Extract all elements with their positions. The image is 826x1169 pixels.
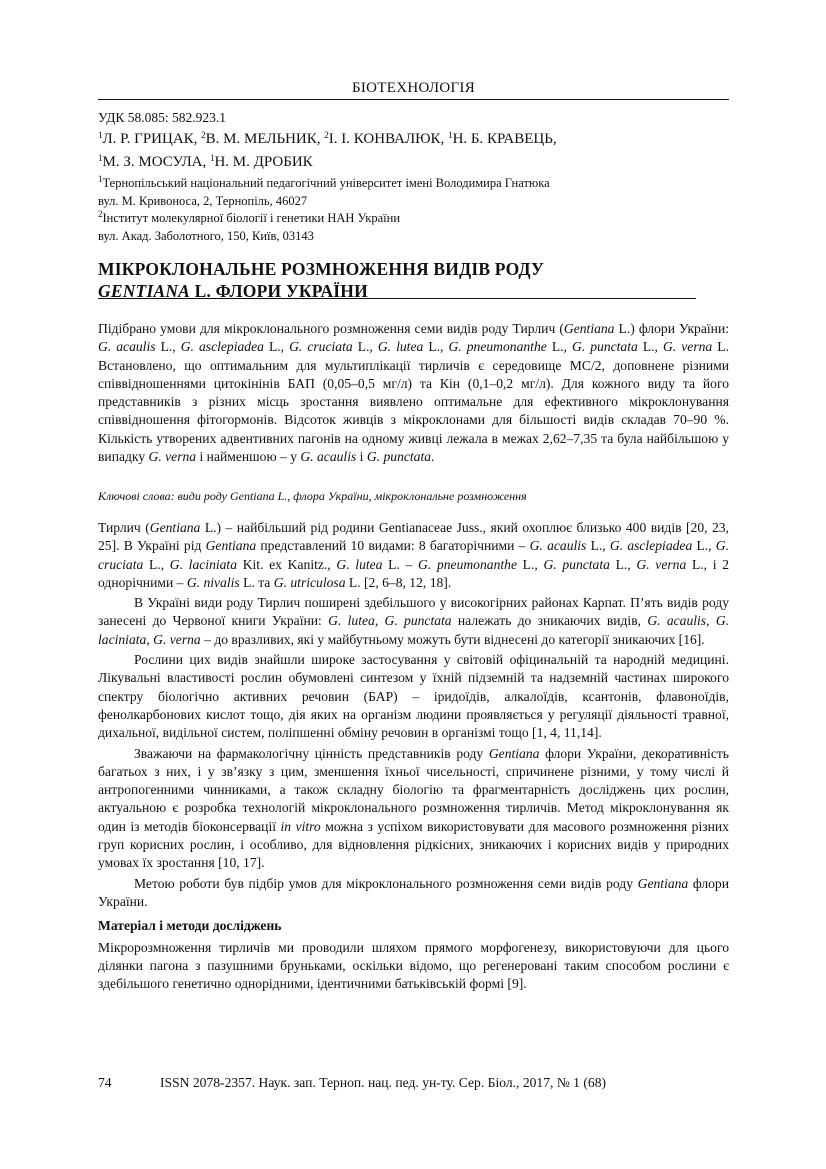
udk-code: УДК 58.085: 582.923.1: [98, 110, 227, 125]
body-paragraph: Рослини цих видів знайшли широке застосування у світовій офіцинальній та народній медицині. Лікувальні властивості рослин обумовлені синтезом у їхній підземній та надземній частинах широкого спектру біологічно активних речовин (БАР) – іридоїдів, алкалоїдів, ксантонів, флавоноїдів, фенолкарбонових кислот тощо, дія яких на організм людини проявляється у регуляції діяльності травної, дихальної, видільної систем, поліпшенні обміну речовин в організмі тощо [1, 4, 11,14].: [98, 652, 729, 741]
running-header: БІОТЕХНОЛОГІЯ: [351, 80, 476, 96]
author: $^2$В. М. МЕЛЬНИК,: [201, 130, 325, 147]
author: $^1$М. З. МОСУЛА,: [98, 153, 210, 170]
body-paragraph: Тирлич (Gentiana L.) – найбільший рід родини Gentianaceae Juss., який охоплює близько 400 видів [20, 23, 25]. В Україні рід Gentiana представлений 10 видами: 8 багаторічними – G. acaulis L., G. asclepiadea L., G. cruciata L., G. laciniata Kit. ex Kanitz., G. lutea L. – G. pneumonanthe L., G. punctata L., G. verna L., і 2 однорічними – G. nivalis L. та G. utriculosa L. [2, 6–8, 12, 18].: [98, 520, 729, 590]
section-heading: Матеріал і методи досліджень: [98, 918, 282, 934]
page-number: 74: [98, 1075, 112, 1090]
article-body: [98, 519, 729, 995]
header-divider: [98, 99, 729, 100]
author: $^1$Н. М. ДРОБИК: [209, 153, 313, 170]
author: $^1$Н. Б. КРАВЕЦЬ,: [448, 130, 557, 147]
abstract: Підібрано умови для мікроклонального розмноження семи видів роду Тирлич (Gentiana L.) флори України: G. acaulis L., G. asclepiadea L., G. cruciata L., G. lutea L., G. pneumonanthe L., G. punctata L., G. verna L. Встановлено, що оптимальним для мультиплікації тирличів є середовище МС/2, доповнене різними співвідношеннями цитокінінів БАП (0,05–0,5 мг/л) та Кін (0,1–0,2 мг/л). Для кожного виду та його представників з різних місць зростання виявлено оптимальне для ефективного мікроклонування співвідношення фітогормонів. Відсоток живців з мікроклонами для більшості видів складав 70–90 %. Кількість утворених адвентивних пагонів на одному живці лежала в межах 2,62–7,35 та була найбільшою у випадку G. verna і найменшою – у G. acaulis і G. punctata.: [98, 321, 729, 465]
affiliations: [98, 175, 729, 245]
affiliation-1: $^1$Тернопільський національний педагогічний університет імені Володимира Гнатюка: [98, 174, 550, 190]
body-paragraph: Зважаючи на фармакологічну цінність представників роду Gentiana флори України, декоративність багатьох з них, і у зв’язку з цим, зменшення їхньої чисельності, спричинене різними, у тому числі й антропогенними чинниками, а також складну біологію та фрагментарність досліджень цих рослин, актуальною є розробка технологій мікроклонального розмноження тирличів. Метод мікроклонування як один із методів біоконсервації in vitro можна з успіхом використовувати для масового розмноження різних груп корисних рослин, і особливо, для відновлення рідкісних, зникаючих і корисних видів у природних умовах їх зростання [10, 17].: [98, 745, 730, 871]
body-paragraph: Мікророзмноження тирличів ми проводили шляхом прямого морфогенезу, використовуючи для цього ділянки пагона з пазушними бруньками, оскільки відомо, що регенеровані таким способом рослини є здебільшого генетично однорідними, ідентичними батьківській формі [9].: [98, 939, 729, 992]
affiliation-1-address: вул. М. Кривоноса, 2, Тернопіль, 46027: [98, 193, 308, 208]
body-paragraph: Метою роботи був підбір умов для мікроклонального розмноження семи видів роду Gentiana флори України.: [98, 875, 729, 909]
keywords: Ключові слова: види роду Gentiana L., флора України, мікроклональне розмноження: [98, 489, 527, 503]
author: $^1$Л. Р. ГРИЦАК,: [98, 130, 202, 147]
journal-citation: ISSN 2078-2357. Наук. зап. Терноп. нац. пед. ун-ту. Сер. Біол., 2017, № 1 (68): [160, 1075, 607, 1090]
page-footer: [98, 1075, 729, 1091]
title-divider: [98, 298, 696, 299]
author: $^2$І. І. КОНВАЛЮК,: [324, 130, 449, 147]
body-paragraph: В Україні види роду Тирлич поширені здебільшого у високогірних районах Карпат. П’ять видів роду занесені до Червоної книги України: G. lutea, G. punctata належать до зникаючих видів, G. acaulis, G. laciniata, G. verna – до вразливих, які у майбутньому можуть бути віднесені до категорії зникаючих [16].: [98, 595, 730, 647]
affiliation-2: $^2$Інститут молекулярної біології і генетики НАН України: [98, 209, 401, 225]
affiliation-2-address: вул. Акад. Заболотного, 150, Київ, 03143: [98, 228, 314, 243]
article-title: МІКРОКЛОНАЛЬНЕ РОЗМНОЖЕННЯ ВИДІВ РОДУ GENTIANA L. ФЛОРИ УКРАЇНИ: [98, 259, 545, 301]
author-list: [98, 128, 729, 174]
